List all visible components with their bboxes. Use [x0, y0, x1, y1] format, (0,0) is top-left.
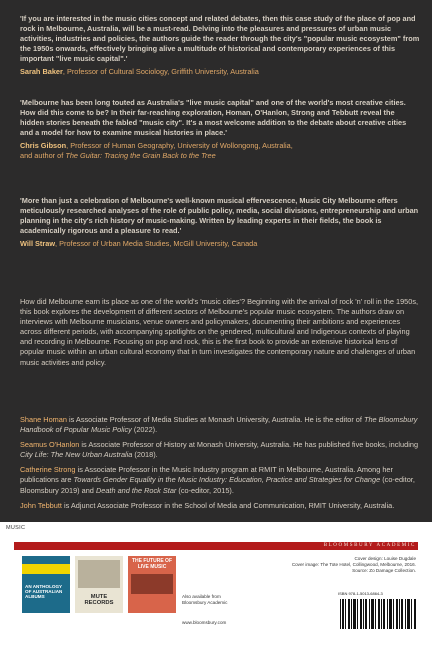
also-available-text: Also available from Bloomsbury Academic — [182, 594, 228, 605]
bio-text-mid: (co-editor, Bloomsbury 2019) and — [20, 475, 415, 495]
endorsement-1 — [20, 14, 420, 78]
publisher-name: BLOOMSBURY ACADEMIC — [323, 543, 416, 548]
endorsement-attribution — [20, 67, 420, 77]
website-link[interactable]: www.bloomsbury.com — [182, 620, 227, 625]
bio-text: is Associate Professor in the Music Industry program at RMIT in Melbourne, Australia. Among her publications are — [20, 465, 393, 485]
bio-book-title: City Life: The New Urban Australia — [20, 450, 133, 460]
bio-book-title: Towards Gender Equality in the Music Industry: Education, Practice and Strategies for Change — [73, 475, 381, 485]
author-bios — [20, 415, 420, 516]
author-name: Seamus O'Hanlon — [20, 440, 80, 450]
endorser-name: Sarah Baker — [20, 67, 63, 77]
endorsement-3 — [20, 196, 420, 249]
bio-text: is Associate Professor of History at Monash University, Australia. He has published five books, including — [79, 440, 419, 450]
author-bio — [20, 440, 420, 460]
book-description: How did Melbourne earn its place as one of the world's 'music cities'? Beginning with the arrival of rock 'n' roll in the 1950s, this book explores the development of different sectors of Melbourne's popular music ecosystem. The authors draw on interviews with Melbourne musicians, venue owners and policymakers, documenting their ambitions and experiences across different periods, with accompanying spotlights on the gendered, multicultural and Indigenous contexts of playing and recording in Melbourne. Focusing on pop and rock, this is the first book to provide an extensive historical lens of popular music within an urban cultural economy that in turn investigates the contemporary nature and challenges of urban music activities and policy. — [20, 297, 419, 367]
author-bio — [20, 465, 420, 495]
barcode-icon — [338, 597, 418, 635]
related-book-cover — [75, 556, 123, 613]
author-name: John Tebbutt — [20, 500, 62, 510]
endorser-affiliation: , Professor of Cultural Sociology, Griffith University, Australia — [62, 67, 259, 77]
author-bio — [20, 501, 420, 511]
bio-text-end: (2022). — [131, 425, 158, 435]
bio-text-end: (2018). — [132, 450, 158, 460]
cover-band — [22, 564, 70, 574]
endorsement-attribution — [20, 141, 420, 161]
endorser-affiliation: , Professor of Human Geography, University of Wollongong, Australia, — [66, 141, 293, 151]
related-book-cover — [22, 556, 70, 613]
bio-book-title: The Bloomsbury Handbook of Popular Music Policy — [20, 415, 418, 435]
author-name: Catherine Strong — [20, 465, 76, 475]
bio-text-end: (co-editor, 2015). — [176, 485, 234, 495]
related-book-cover — [128, 556, 176, 613]
bio-book-title-2: Death and the Rock Star — [95, 485, 177, 495]
cover-image — [78, 560, 120, 588]
endorsement-text: 'More than just a celebration of Melbourne's well-known musical effervescence, Music City Melbourne offers meticulously researched analyses of the role of public policy, media, social divisions, entrepreneurship and urban planning in the city's rich history of music-making. Written by leading experts in their fields, the book is academically rigorous and a pleasure to read.' — [20, 196, 419, 236]
endorser-affiliation-2: and author of — [20, 151, 66, 161]
related-book-title: THE FUTURE OF LIVE MUSIC — [132, 558, 172, 570]
endorser-book-title: The Guitar: Tracing the Grain Back to the Tree — [65, 151, 216, 161]
cover-image — [131, 574, 173, 594]
cover-text — [20, 0, 420, 520]
related-book-title: AN ANTHOLOGY OF AUSTRALIAN ALBUMS — [25, 584, 63, 600]
bio-text: is Adjunct Associate Professor in the School of Media and Communication, RMIT University, Australia. — [61, 500, 395, 510]
endorsement-text: 'Melbourne has been long touted as Australia's "live music capital" and one of the world's most creative cities. How did this come to be? In their far-reaching exploration, Homan, O'Hanlon, Strong and Tebbutt reveal the hidden stories beneath the fabled "music city". It's a most welcome addition to the debate about creative cities and a model for how to examine musical histories in place.' — [20, 98, 407, 138]
endorsement-attribution — [20, 239, 420, 249]
cover-credits: Cover design: Louise Dugdale Cover image: The Tote Hotel, Collingwood, Melbourne, 2016. Source: Zo Damage Collection. — [291, 556, 416, 573]
endorser-affiliation: , Professor of Urban Media Studies, McGill University, Canada — [55, 239, 258, 249]
bio-text: is Associate Professor of Media Studies at Monash University, Australia. He is the editor of — [66, 415, 364, 424]
isbn-text: ISBN 978-1-5013-6864-3 — [338, 591, 383, 596]
endorser-name: Will Straw — [20, 239, 56, 249]
category-label: MUSIC — [6, 525, 26, 531]
endorsement-text: 'If you are interested in the music cities concept and related debates, then this case study of the place of pop and rock in Melbourne, Australia, will be a must-read. Delving into the pleasures and pressures of urban music activities, industries and policies, the authors guide the reader through the city's "popular music ecosystem" from the 1950s onwards, effectively bringing alive a multitude of historical and contemporary experiences of this important "live music capital".' — [20, 14, 420, 64]
endorser-name: Chris Gibson — [20, 141, 67, 151]
author-bio — [20, 415, 420, 435]
endorsement-2 — [20, 98, 420, 162]
related-book-title: MUTE RECORDS — [84, 594, 114, 606]
author-name: Shane Homan — [20, 415, 67, 424]
